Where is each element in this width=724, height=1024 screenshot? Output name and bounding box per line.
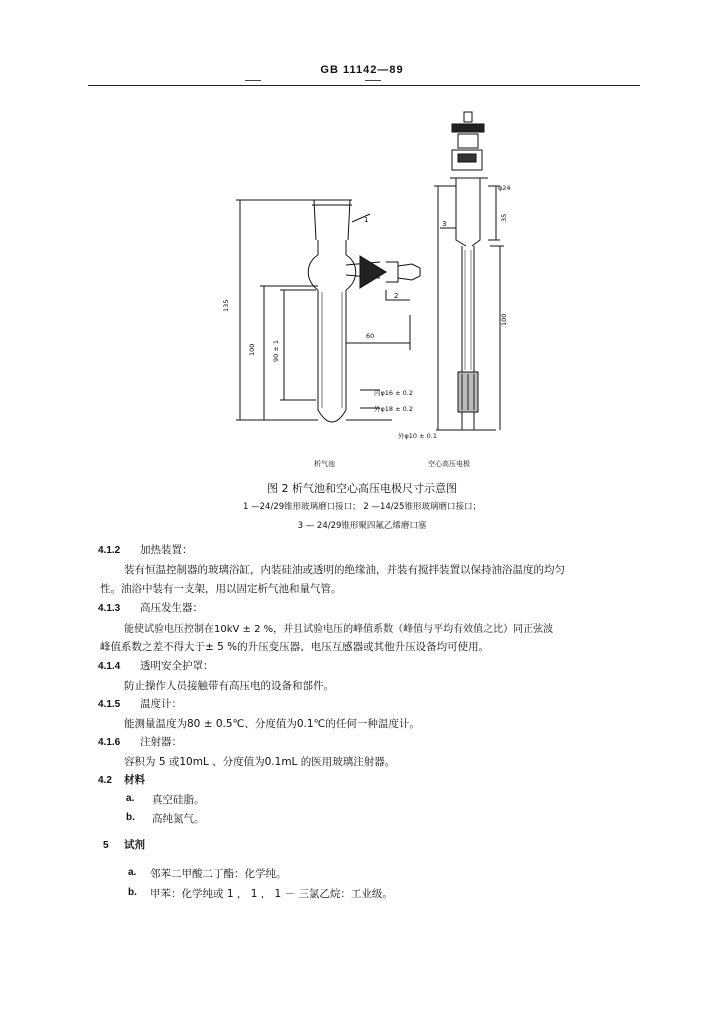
label-1: 1 — [364, 216, 369, 224]
section-title: 高压发生器： — [140, 602, 203, 614]
document-header: GB 11142—89 — [320, 64, 404, 76]
gas-cell-caption: 析气池 — [314, 460, 335, 468]
section-title: 材料 — [124, 774, 145, 786]
dim-60: 60 — [366, 332, 375, 340]
section-title: 温度计： — [140, 698, 182, 710]
paragraph-line: 防止操作人员接触带有高压电的设备和部件。 — [124, 680, 334, 692]
paragraph-line: 能测量温度为80 ± 0.5℃、分度值为0.1℃的任何一种温度计。 — [124, 718, 420, 730]
section-number: 4.2 — [98, 775, 112, 786]
section-number: 4.1.4 — [98, 661, 121, 672]
dim-90: 90 ± 1 — [272, 340, 280, 362]
electrode-drawing — [434, 112, 504, 430]
list-item: 邻苯二甲酸二丁酯：化学纯。 — [150, 868, 287, 880]
figure-legend: 1 —24/29锥形玻璃磨口接口； 2 —14/25锥形玻璃磨口接口； — [243, 502, 481, 512]
dim-100: 100 — [248, 343, 256, 356]
section-number: 4.1.3 — [98, 603, 121, 614]
section-number: 5 — [103, 840, 109, 851]
paragraph-line: 性。油浴中装有一支架，用以固定析气池和量气管。 — [100, 583, 342, 595]
electrode-caption: 空心高压电极 — [428, 460, 470, 468]
section-title: 注射器： — [140, 736, 182, 748]
paragraph-line: 装有恒温控制器的玻璃浴缸，内装硅油或透明的绝缘油，并装有搅拌装置以保持油浴温度的均匀 — [124, 564, 565, 576]
section-number: 4.1.2 — [98, 545, 121, 556]
paragraph-line: 峰值系数之差不得大于± 5 %的升压变压器、电压互感器或其他升压设备均可使用。 — [100, 641, 490, 653]
paragraph-line: 能使试验电压控制在10kV ± 2 %，并且试验电压的峰值系数（峰值与平均有效值之比）同正弦波 — [124, 624, 554, 635]
dim-24: φ24 — [498, 184, 511, 192]
apparatus-figure — [0, 90, 724, 470]
header-mark — [245, 80, 261, 81]
list-mark: a. — [128, 867, 137, 878]
label-3: 3 — [442, 220, 447, 228]
section-title: 透明安全护罩： — [140, 660, 214, 672]
header-mark — [365, 80, 381, 81]
list-item: 真空硅脂。 — [152, 794, 205, 806]
list-mark: a. — [126, 793, 135, 804]
paragraph-line: 容积为 5 或10mL 、分度值为0.1mL 的医用玻璃注射器。 — [124, 756, 396, 768]
section-title: 试剂 — [124, 839, 145, 851]
list-item: 高纯氮气。 — [152, 813, 205, 825]
dim-35: 35 — [500, 213, 508, 222]
header-rule — [88, 85, 640, 86]
section-number: 4.1.5 — [98, 699, 121, 710]
figure-title: 图 2 析气池和空心高压电极尺寸示意图 — [267, 482, 457, 495]
outer-diameter: 外φ18 ± 0.2 — [374, 405, 413, 413]
inner-diameter: 内φ16 ± 0.2 — [374, 389, 413, 397]
list-mark: b. — [128, 887, 137, 898]
dim-100-electrode: 100 — [500, 313, 508, 326]
label-2: 2 — [394, 292, 399, 300]
list-item: 甲苯：化学纯或 1 ， 1 ， 1 － 三氯乙烷：工业级。 — [150, 888, 393, 900]
outer-diameter-10: 外φ10 ± 0.1 — [398, 432, 437, 440]
section-title: 加热装置： — [140, 544, 193, 556]
dim-135: 135 — [222, 299, 230, 312]
section-number: 4.1.6 — [98, 737, 121, 748]
list-mark: b. — [126, 812, 135, 823]
figure-legend: 3 — 24/29锥形聚四氟乙烯磨口塞 — [297, 521, 427, 531]
